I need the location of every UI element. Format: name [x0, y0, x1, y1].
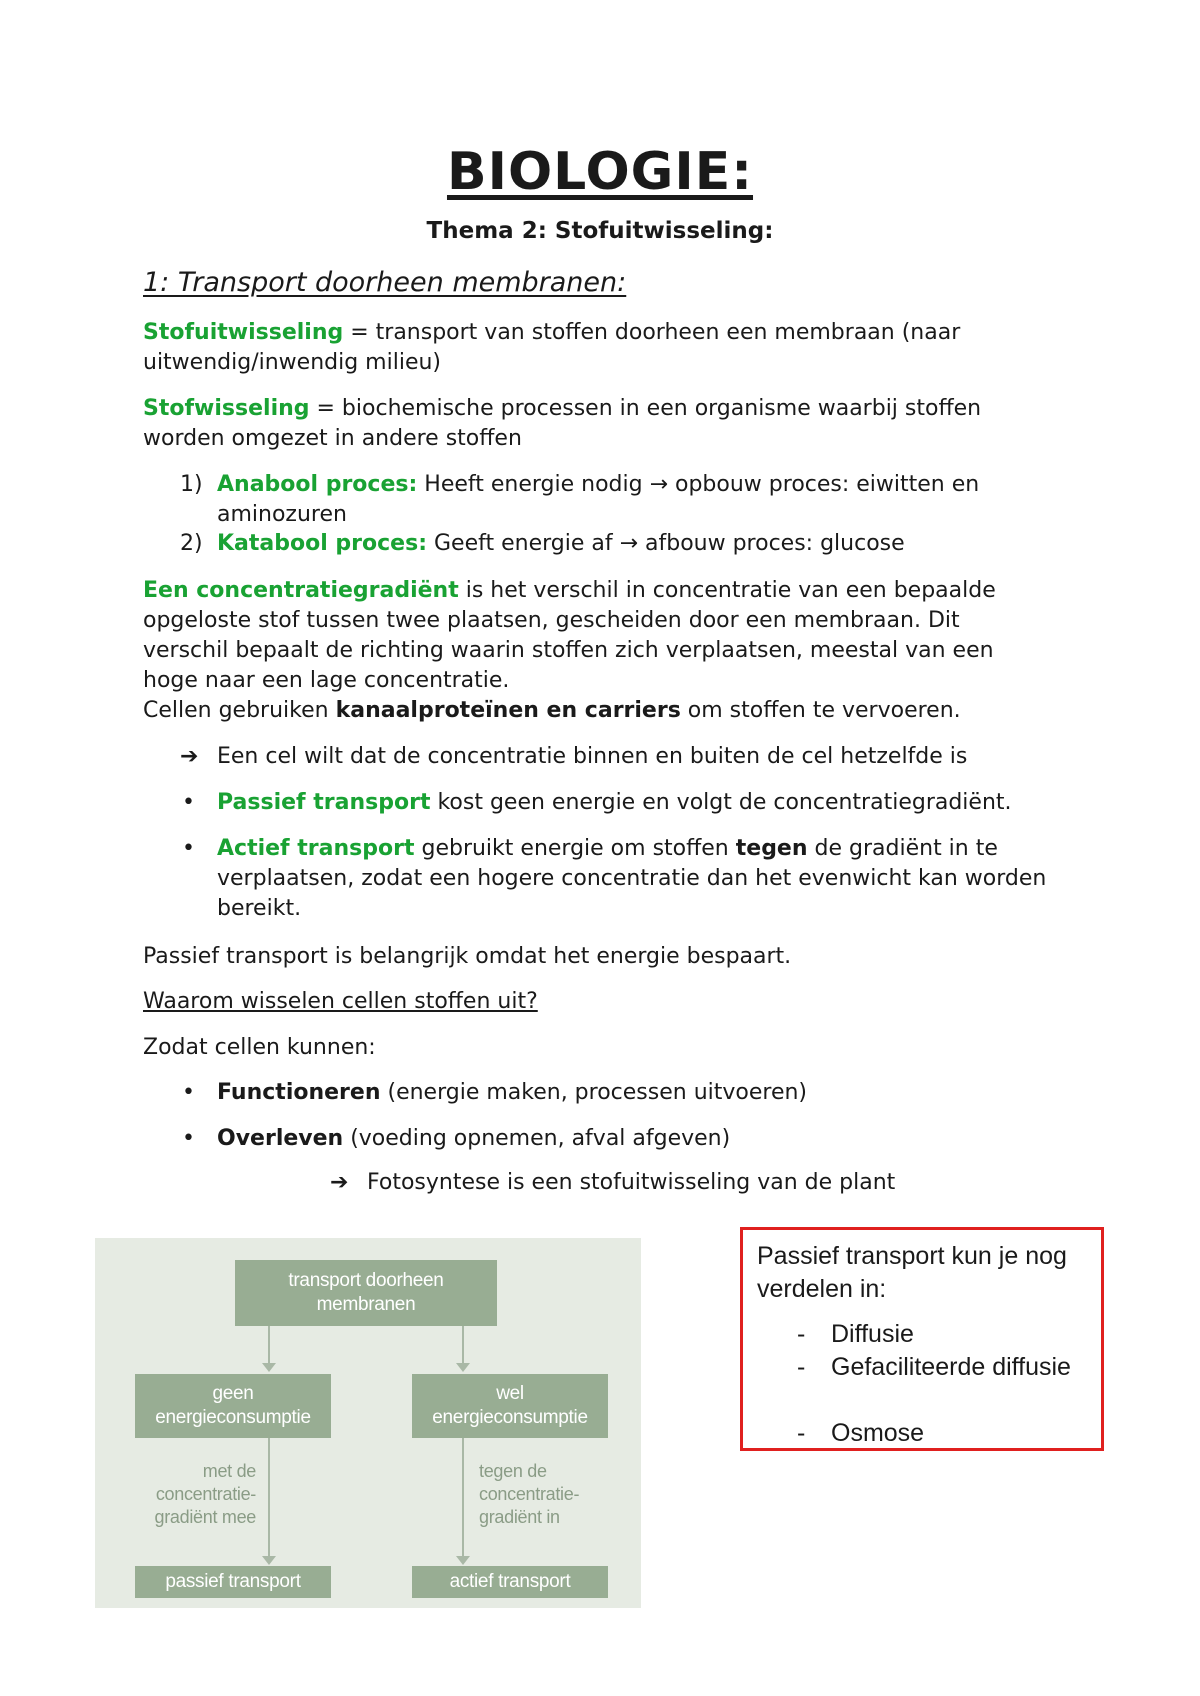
actief-text-1-post: de gradiënt in te — [807, 836, 998, 861]
carriers-text-pre: Cellen gebruiken — [143, 698, 336, 723]
page-title: BIOLOGIE: — [446, 142, 754, 202]
diagram-left-label — [125, 1460, 256, 1529]
actief-text-1-pre: gebruikt energie om stoffen — [414, 836, 736, 861]
stofwisseling-text-2: worden omgezet in andere stoffen — [143, 426, 522, 451]
stofwisseling-definition — [143, 394, 1073, 454]
katabool-text-1: Geeft energie af → afbouw proces: glucose — [427, 531, 905, 556]
stofwisseling-text-1: = biochemische processen in een organisme waarbij stoffen — [309, 396, 982, 421]
anabool-text-2: aminozuren — [217, 502, 347, 527]
process-list — [180, 470, 1080, 560]
diagram-arrow-icon — [262, 1556, 276, 1565]
passief-type-osmose: Osmose — [831, 1419, 925, 1447]
list-item — [217, 1078, 1077, 1108]
list-item — [217, 470, 1077, 530]
passief-type-diffusie: Diffusie — [831, 1320, 914, 1348]
bullet-icon: • — [182, 1126, 195, 1151]
answer-intro-text: Zodat cellen kunnen: — [143, 1035, 376, 1060]
list-item — [217, 788, 1077, 818]
diagram-connector — [268, 1438, 270, 1558]
diagram-actief-box: actief transport — [412, 1566, 608, 1598]
diagram-left-label-line3: gradiënt mee — [154, 1507, 256, 1527]
diagram-passief-box: passief transport — [135, 1566, 331, 1598]
actief-text-3: bereikt. — [217, 896, 302, 921]
diagram-top-box-line2: membranen — [316, 1294, 416, 1315]
conclusion-text: Fotosyntese is een stofuitwisseling van de plant — [367, 1170, 896, 1195]
diagram-left-box — [135, 1374, 331, 1438]
list-item — [757, 1417, 1087, 1450]
list-number: 2) — [180, 531, 203, 556]
diagram-left-label-line1: met de — [202, 1461, 256, 1481]
arrow-icon: ➔ — [180, 744, 199, 769]
diagram-connector — [462, 1326, 464, 1364]
list-item — [217, 834, 1097, 924]
list-number: 1) — [180, 472, 203, 497]
overleven-term: Overleven — [217, 1126, 344, 1151]
transport-points — [180, 742, 1100, 922]
anabool-term: Anabool proces: — [217, 472, 418, 497]
section-heading: 1: Transport doorheen membranen: — [143, 267, 627, 298]
passief-text: kost geen energie en volgt de concentratiegradiënt. — [430, 790, 1012, 815]
passief-type-gefaciliteerde: Gefaciliteerde diffusie — [831, 1353, 1071, 1381]
list-item — [217, 1124, 1077, 1154]
diagram-right-label-line1: tegen de — [479, 1461, 547, 1481]
bullet-icon: • — [182, 790, 195, 815]
dash-marker: - — [797, 1419, 806, 1447]
gradient-text-4: hoge naar een lage concentratie. — [143, 668, 510, 693]
diagram-arrow-icon — [456, 1556, 470, 1565]
passief-types-box — [740, 1227, 1104, 1451]
gradient-text-1: is het verschil in concentratie van een bepaalde — [458, 578, 996, 603]
question-text — [143, 987, 1073, 1017]
stofwisseling-term: Stofwisseling — [143, 396, 310, 421]
reasons-list — [180, 1078, 1080, 1170]
diagram-top-box-line1: transport doorheen — [288, 1270, 444, 1291]
conclusion-line — [330, 1168, 1130, 1200]
stofuitwisseling-term: Stofuitwisseling — [143, 320, 344, 345]
functioneren-term: Functioneren — [217, 1080, 381, 1105]
bullet-icon: • — [182, 1080, 195, 1105]
passief-term: Passief transport — [217, 790, 431, 815]
equal-concentration-text: Een cel wilt dat de concentratie binnen en buiten de cel hetzelfde is — [217, 744, 968, 769]
actief-text-2: verplaatsen, zodat een hogere concentratie dan het evenwicht kan worden — [217, 866, 1047, 891]
actief-term: Actief transport — [217, 836, 415, 861]
diagram-connector — [462, 1438, 464, 1558]
list-item — [217, 529, 1077, 559]
diagram-right-label — [479, 1460, 619, 1529]
diagram-left-box-line2: energieconsumptie — [155, 1407, 311, 1428]
passief-types-title: Passief transport kun je nog verdelen in: — [757, 1242, 1067, 1303]
question-underlined: Waarom wisselen cellen stoffen uit? — [143, 989, 538, 1014]
diagram-left-label-line2: concentratie- — [155, 1484, 256, 1504]
functioneren-text: (energie maken, processen uitvoeren) — [380, 1080, 808, 1105]
transport-diagram — [95, 1238, 641, 1608]
arrow-icon: ➔ — [330, 1170, 349, 1195]
diagram-right-box-line1: wel — [496, 1383, 524, 1404]
list-item — [757, 1318, 1087, 1351]
diagram-right-label-line2: concentratie- — [479, 1484, 580, 1504]
diagram-arrow-icon — [262, 1363, 276, 1372]
katabool-term: Katabool proces: — [217, 531, 427, 556]
list-item — [757, 1351, 1087, 1417]
carriers-text-bold: kanaalproteïnen en carriers — [335, 698, 681, 723]
gradient-term: Een concentratiegradiënt — [143, 578, 459, 603]
diagram-right-box — [412, 1374, 608, 1438]
diagram-arrow-icon — [456, 1363, 470, 1372]
stofuitwisseling-definition — [143, 318, 1073, 378]
diagram-connector — [268, 1326, 270, 1364]
passief-belang-text: Passief transport is belangrijk omdat het energie bespaart. — [143, 944, 792, 969]
dash-marker: - — [797, 1320, 806, 1348]
diagram-top-box — [235, 1260, 497, 1326]
overleven-text: (voeding opnemen, afval afgeven) — [343, 1126, 731, 1151]
theme-subtitle: Thema 2: Stofuitwisseling: — [426, 218, 774, 244]
actief-text-1-bold: tegen — [735, 836, 808, 861]
diagram-left-box-line1: geen — [212, 1383, 254, 1404]
diagram-right-label-line3: gradiënt in — [479, 1507, 560, 1527]
diagram-right-box-line2: energieconsumptie — [432, 1407, 588, 1428]
gradient-paragraph — [143, 576, 1073, 726]
carriers-text-post: om stoffen te vervoeren. — [680, 698, 961, 723]
gradient-text-3: verschil bepaalt de richting waarin stoffen zich verplaatsen, meestal van een — [143, 638, 994, 663]
gradient-text-2: opgeloste stof tussen twee plaatsen, gescheiden door een membraan. Dit — [143, 608, 960, 633]
stofuitwisseling-text-2: uitwendig/inwendig milieu) — [143, 350, 441, 375]
stofuitwisseling-text-1: = transport van stoffen doorheen een membraan (naar — [343, 320, 961, 345]
bullet-icon: • — [182, 836, 195, 861]
dash-marker: - — [797, 1353, 806, 1381]
anabool-text-1: Heeft energie nodig → opbouw proces: eiwitten en — [417, 472, 980, 497]
